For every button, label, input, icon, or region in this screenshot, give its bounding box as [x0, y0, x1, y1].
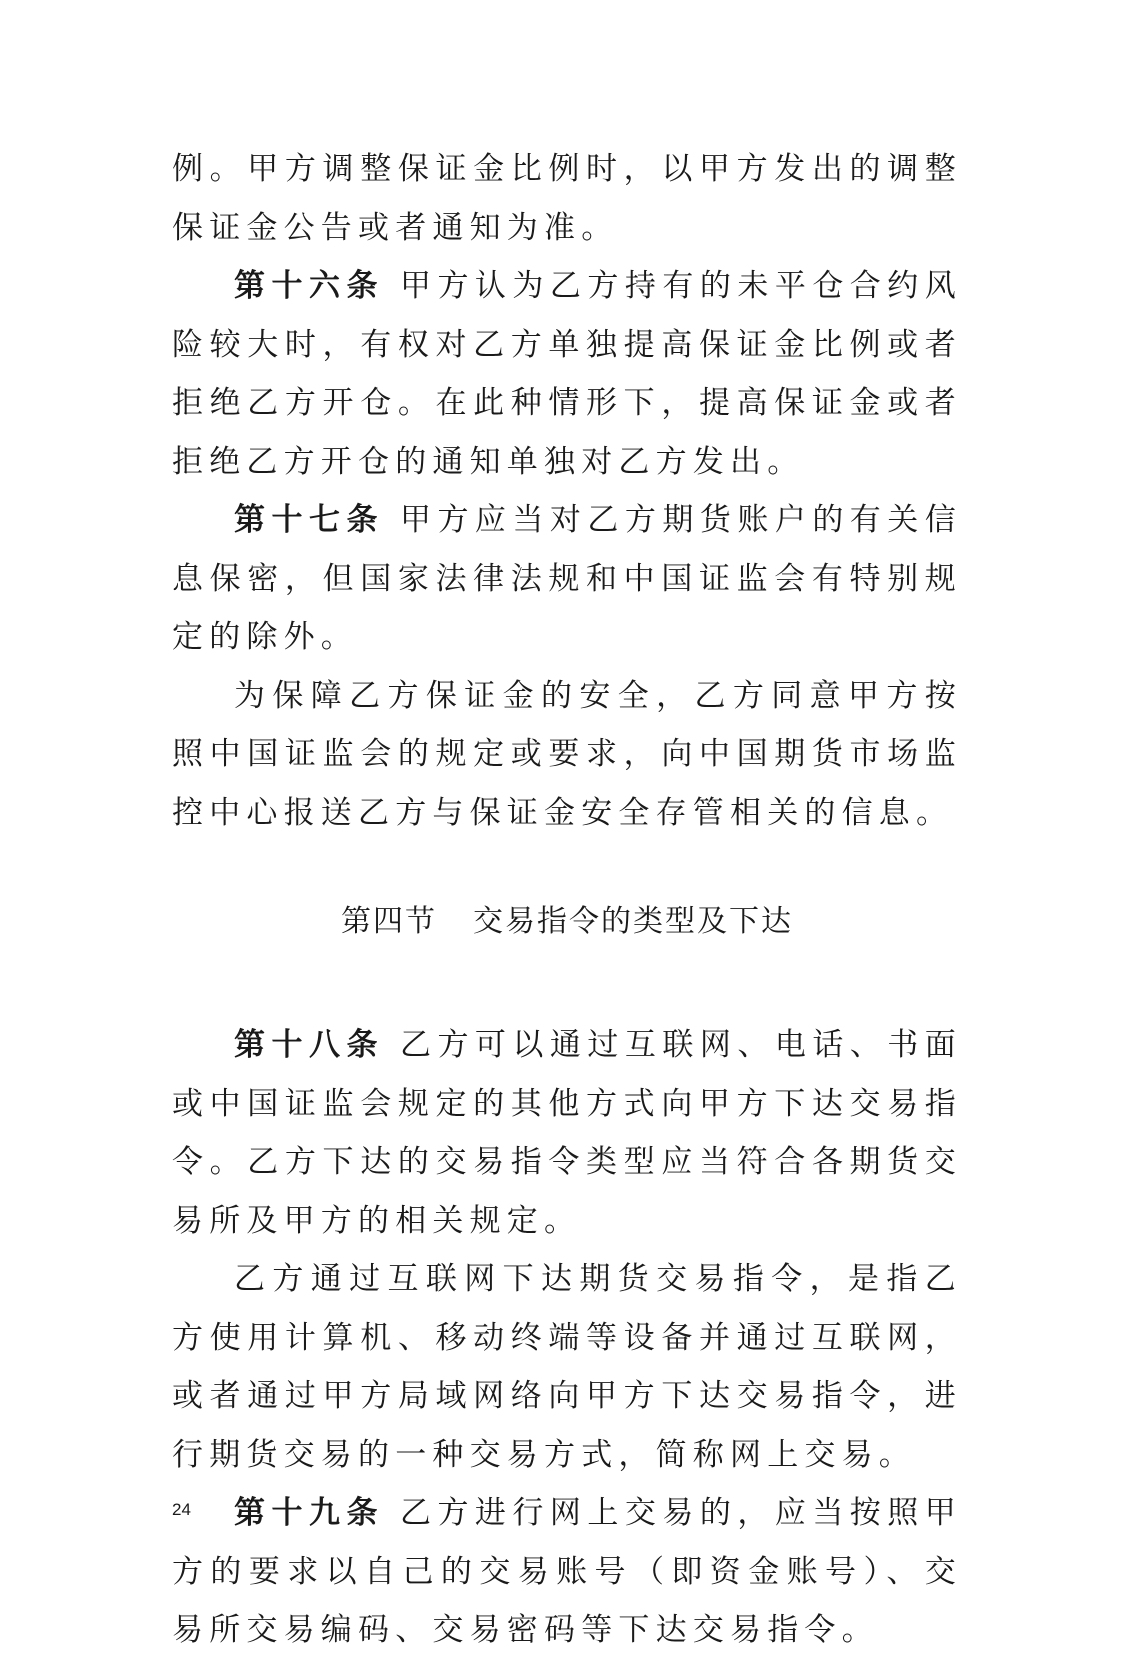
article-label: 第十六条 — [234, 268, 384, 304]
paragraph-margin-safety — [172, 667, 962, 843]
page-number: 24 — [172, 1500, 191, 1519]
paragraph-text: 乙方通过互联网下达期货交易指令，是指乙方使用计算机、移动终端等设备并通过互联网，或者通过甲方局域网络向甲方下达交易指令，进行期货交易的一种交易方式，简称网上交易。 — [172, 1261, 962, 1473]
article-label: 第十七条 — [234, 502, 384, 538]
paragraph-continuation — [172, 140, 962, 257]
section-heading — [172, 893, 962, 951]
paragraph-text: 为保障乙方保证金的安全，乙方同意甲方按照中国证监会的规定或要求，向中国期货市场监控中心报送乙方与保证金安全存管相关的信息。 — [172, 677, 962, 831]
article-16 — [172, 257, 962, 491]
article-label: 第十九条 — [234, 1495, 384, 1531]
paragraph-text: 例。甲方调整保证金比例时，以甲方发出的调整保证金公告或者通知为准。 — [172, 151, 962, 246]
section-title-text: 交易指令的类型及下达 — [473, 904, 793, 939]
paragraph-online-trading — [172, 1250, 962, 1484]
article-19 — [172, 1484, 962, 1660]
paragraph-text: 甲方认为乙方持有的未平仓合约风险较大时，有权对乙方单独提高保证金比例或者拒绝乙方开仓。在此种情形下，提高保证金或者拒绝乙方开仓的通知单独对乙方发出。 — [172, 268, 962, 480]
section-number: 第四节 — [341, 904, 437, 939]
document-page — [172, 140, 962, 1660]
paragraph-text: 乙方可以通过互联网、电话、书面或中国证监会规定的其他方式向甲方下达交易指令。乙方下达的交易指令类型应当符合各期货交易所及甲方的相关规定。 — [172, 1027, 962, 1239]
paragraph-text: 乙方进行网上交易的，应当按照甲方的要求以自己的交易账号（即资金账号）、交易所交易编码、交易密码等下达交易指令。 — [172, 1495, 962, 1648]
article-17 — [172, 491, 962, 667]
article-18 — [172, 1016, 962, 1250]
article-label: 第十八条 — [234, 1027, 384, 1063]
paragraph-text: 甲方应当对乙方期货账户的有关信息保密，但国家法律法规和中国证监会有特别规定的除外。 — [172, 502, 962, 655]
